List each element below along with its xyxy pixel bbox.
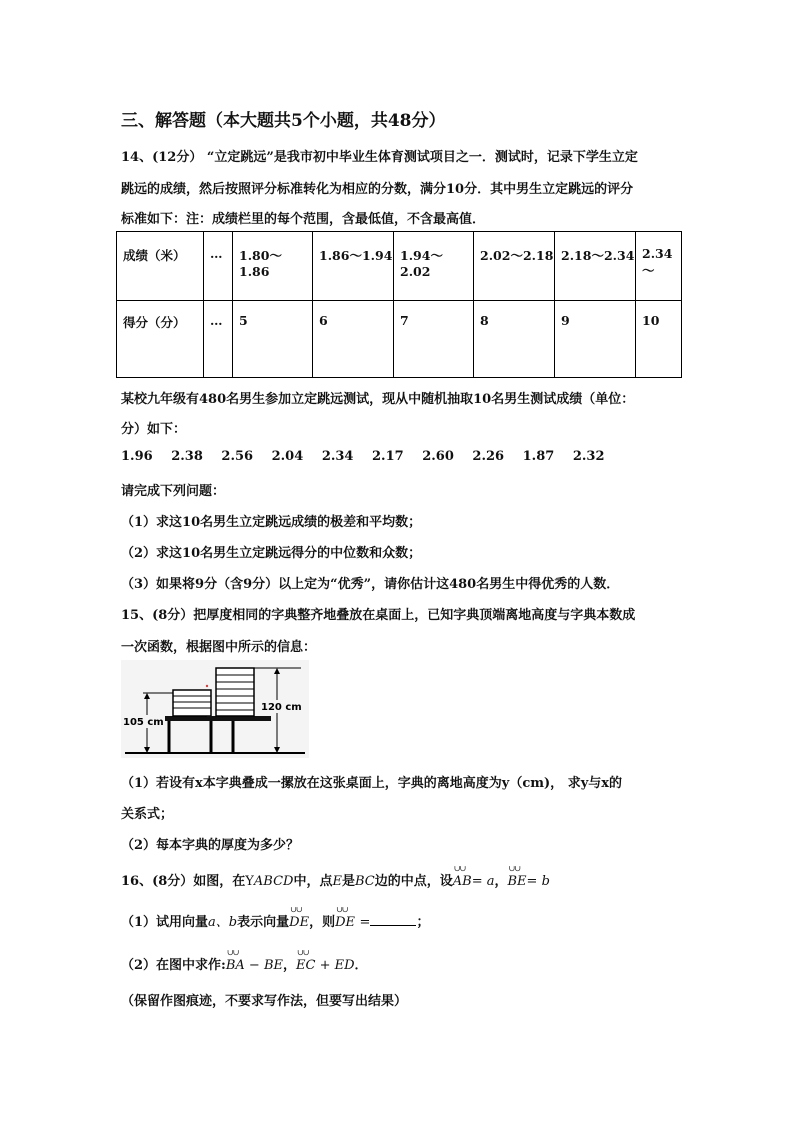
q16-text: ，则 <box>309 915 336 930</box>
data-value: 2.34 <box>321 449 354 464</box>
q16-note: （保留作图痕迹，不要求写作法，但要写出结果） <box>121 994 408 1009</box>
q16-text: 是 <box>341 874 355 889</box>
q15-sub1-line1: （1）若设有x本字典叠成一摞放在这张桌面上，字典的离地高度为y（cm)， 求y与x的 <box>121 776 623 791</box>
data-value: 2.56 <box>221 449 254 464</box>
parallelogram-symbol: Y <box>245 874 254 889</box>
q16-text: 边的中点，设 <box>374 874 453 889</box>
dictionary-stack-figure <box>121 660 309 758</box>
table-cell: … <box>204 232 233 301</box>
vector-de: ∪∪ DE <box>289 915 309 930</box>
table-cell: 1.94～2.02 <box>394 232 474 301</box>
data-value: 2.38 <box>171 449 203 464</box>
q14-prompt: 请完成下列问题： <box>121 484 226 499</box>
vector-expression: ∪∪ EC + ED <box>296 958 355 973</box>
table-cell: 2.34～ <box>636 232 682 301</box>
q16-shape-name: ABCD <box>253 874 294 889</box>
q14-sub2: （2）求这10名男生立定跳远得分的中位数和众数； <box>121 546 422 561</box>
figure-label-right: 120 cm <box>261 702 302 713</box>
table-cell: 9 <box>555 301 636 378</box>
q16-text: 16、(8分）如图，在 <box>121 874 246 889</box>
q15-line2: 一次函数，根据图中所示的信息： <box>121 640 317 655</box>
q16-line1: 16、(8分）如图，在YABCD中，点E是BC边的中点，设∪∪ AB= a，∪∪ BE= b <box>121 870 550 889</box>
table-cell: … <box>204 301 233 378</box>
table-cell: 7 <box>394 301 474 378</box>
table-cell: 5 <box>233 301 313 378</box>
q16-text: ； <box>416 915 430 930</box>
q16-point: E <box>332 874 342 889</box>
vector-ab: ∪∪ AB <box>453 874 472 889</box>
q14-intro-line3: 标准如下：注：成绩栏里的每个范围，含最低值，不含最高值． <box>121 212 486 227</box>
table-cell: 10 <box>636 301 682 378</box>
q15-sub1-line2: 关系式； <box>121 807 174 822</box>
q14-sub1: （1）求这10名男生立定跳远成绩的极差和平均数； <box>121 515 422 530</box>
data-value: 1.96 <box>121 449 153 464</box>
data-value: 2.04 <box>271 449 304 464</box>
figure-label-left: 105 cm <box>123 717 164 728</box>
table-cell: 得分（分） <box>117 301 204 378</box>
q14-after-line1: 某校九年级有480名男生参加立定跳远测试，现从中随机抽取10名男生测试成绩（单位： <box>121 392 635 407</box>
table-cell: 8 <box>474 301 555 378</box>
table-cell: 成绩（米） <box>117 232 204 301</box>
table-row-score <box>117 301 682 378</box>
q16-eq: = b <box>526 874 550 889</box>
data-value: 1.87 <box>522 449 555 464</box>
q16-text: 中，点 <box>293 874 333 889</box>
scoring-table <box>116 231 682 378</box>
q16-eq: = a <box>471 874 495 889</box>
table-row-grade <box>117 232 682 301</box>
q15-sub2: （2）每本字典的厚度为多少？ <box>121 838 300 853</box>
q16-eq: = <box>359 915 371 930</box>
q16-text: （1）试用向量 <box>121 915 209 930</box>
table-cell: 1.80～1.86 <box>233 232 313 301</box>
table-cell: 2.18～2.34 <box>555 232 636 301</box>
q15-line1: 15、(8分）把厚度相同的字典整齐地叠放在桌面上，已知字典顶端离地高度与字典本数成 <box>121 608 636 623</box>
q16-vars: a、b <box>208 915 238 930</box>
q16-text: ． <box>354 958 368 973</box>
answer-blank[interactable] <box>370 913 416 926</box>
data-values-row <box>121 449 605 464</box>
q14-intro-line1: 14、(12分） “立定跳远”是我市初中毕业生体育测试项目之一．测试时，记录下学生立定 <box>121 150 638 165</box>
vector-de: ∪∪ DE <box>335 915 355 930</box>
data-value: 2.32 <box>572 449 605 464</box>
q16-text: （2）在图中求作: <box>121 958 226 973</box>
q16-text: 表示向量 <box>237 915 290 930</box>
table-cell: 2.02～2.18 <box>474 232 555 301</box>
q16-sub2: （2）在图中求作:∪∪ BA − BE，∪∪ EC + ED． <box>121 954 368 973</box>
table-cell: 6 <box>313 301 394 378</box>
q16-side: BC <box>354 874 375 889</box>
data-value: 2.17 <box>372 449 404 464</box>
data-value: 2.26 <box>472 449 505 464</box>
table-cell: 1.86～1.94 <box>313 232 394 301</box>
section-title: 三、解答题（本大题共5个小题，共48分） <box>121 111 446 131</box>
q14-intro-line2: 跳远的成绩，然后按照评分标准转化为相应的分数，满分10分．其中男生立定跳远的评分 <box>121 182 634 197</box>
data-value: 2.60 <box>422 449 454 464</box>
q16-sub1 <box>121 911 429 930</box>
vector-be: ∪∪ BE <box>508 874 527 889</box>
vector-expression: ∪∪ BA − BE <box>226 958 283 973</box>
q14-after-line2: 分）如下： <box>121 422 187 437</box>
q14-sub3: （3）如果将9分（含9分）以上定为“优秀”，请你估计这480名男生中得优秀的人数． <box>121 577 620 592</box>
